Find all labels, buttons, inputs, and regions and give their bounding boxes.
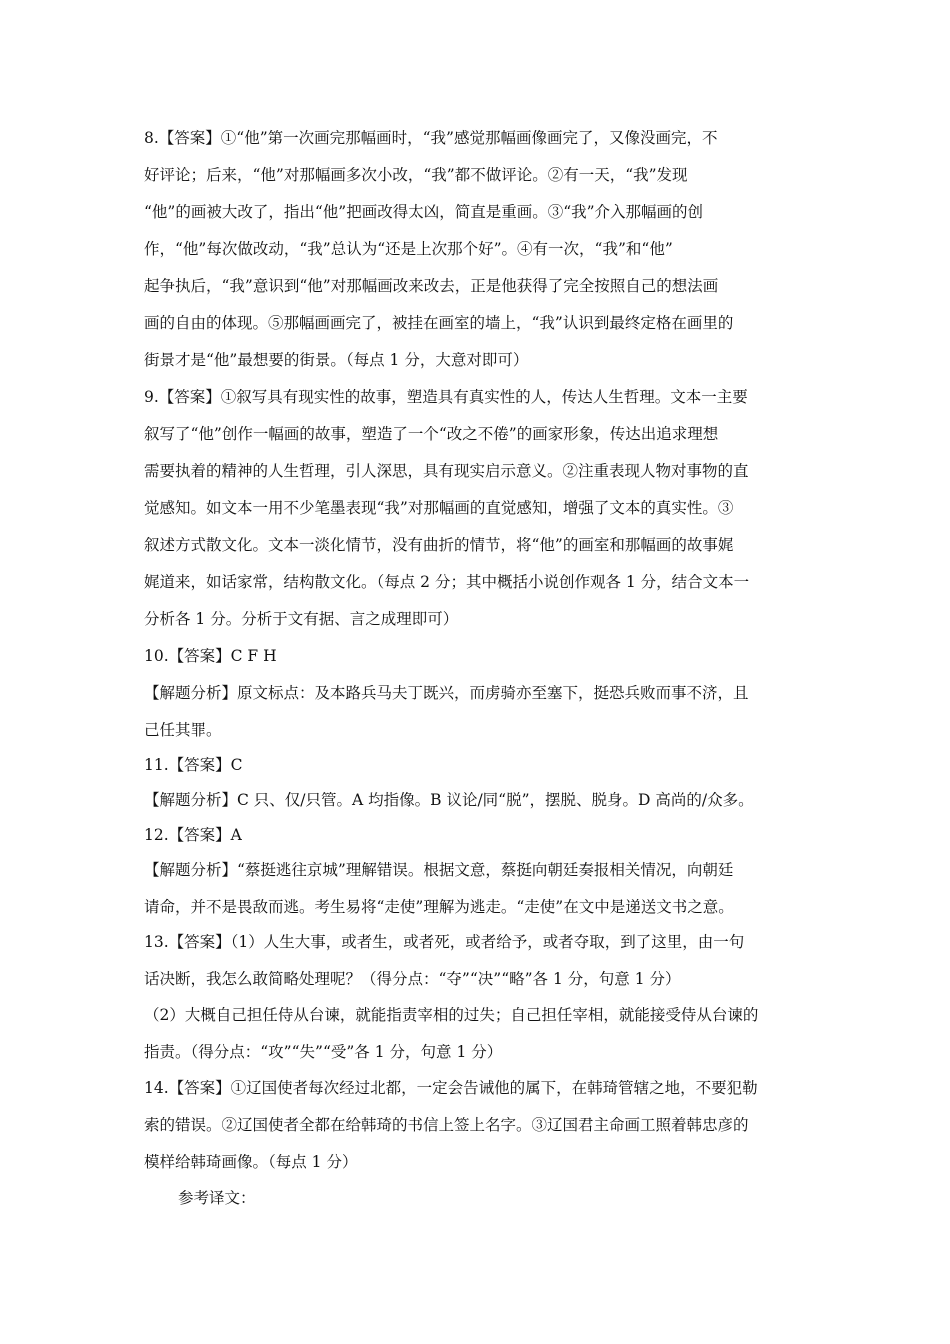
answer-11: 11.【答案】C (144, 756, 243, 774)
answer-13-line-2: 话决断，我怎么敢简略处理呢？（得分点：“夺”“决”“略”各 1 分，句意 1 分） (144, 970, 681, 988)
analysis-12-line-1: 【解题分析】“蔡挺逃往京城”理解错误。根据文意，蔡挺向朝廷奏报相关情况，向朝廷 (144, 861, 734, 879)
reference-translation-heading: 参考译文： (178, 1189, 256, 1207)
answer-8-line-6: 画的自由的体现。⑤那幅画画完了，被挂在画室的墙上，“我”认识到最终定格在画里的 (144, 314, 734, 332)
answer-8-line-7: 街景才是“他”最想要的街景。（每点 1 分，大意对即可） (144, 351, 529, 369)
analysis-10-line-1: 【解题分析】原文标点：及本路兵马夫丁既兴，而虏骑亦至塞下，挺恐兵败而事不济，且 (144, 684, 749, 702)
answer-14-line-2: 索的错误。②辽国使者全都在给韩琦的书信上签上名字。③辽国君主命画工照着韩忠彦的 (144, 1116, 749, 1134)
analysis-12-line-2: 请命，并不是畏敌而逃。考生易将“走使”理解为逃走。“走使”在文中是递送文书之意。 (144, 898, 734, 916)
answer-9-line-7: 分析各 1 分。分析于文有据、言之成理即可） (144, 610, 459, 628)
answer-9-line-5: 叙述方式散文化。文本一淡化情节，没有曲折的情节，将“他”的画室和那幅画的故事娓 (144, 536, 734, 554)
answer-9-line-1: 9.【答案】①叙写具有现实性的故事，塑造具有真实性的人，传达人生哲理。文本一主要 (144, 388, 748, 406)
answer-14-line-3: 模样给韩琦画像。（每点 1 分） (144, 1153, 358, 1171)
answer-8-line-3: “他”的画被大改了，指出“他”把画改得太凶，简直是重画。③“我”介入那幅画的创 (144, 203, 704, 221)
answer-9-line-3: 需要执着的精神的人生哲理，引人深思，具有现实启示意义。②注重表现人物对事物的直 (144, 462, 749, 480)
answer-8-line-1: 8.【答案】①“他”第一次画完那幅画时，“我”感觉那幅画像画完了，又像没画完，不 (144, 129, 718, 147)
answer-14-line-1: 14.【答案】①辽国使者每次经过北都，一定会告诫他的属下，在韩琦管辖之地，不要犯勒 (144, 1079, 758, 1097)
answer-12: 12.【答案】A (144, 826, 242, 844)
answer-9-line-4: 觉感知。如文本一用不少笔墨表现“我”对那幅画的直觉感知，增强了文本的真实性。③ (144, 499, 734, 517)
answer-8-line-2: 好评论；后来，“他”对那幅画多次小改，“我”都不做评论。②有一天，“我”发现 (144, 166, 688, 184)
answer-13-line-3: （2）大概自己担任侍从台谏，就能指责宰相的过失；自己担任宰相，就能接受侍从台谏的 (144, 1006, 759, 1024)
answer-9-line-2: 叙写了“他”创作一幅画的故事，塑造了一个“改之不倦”的画家形象，传达出追求理想 (144, 425, 719, 443)
analysis-10-line-2: 己任其罪。 (144, 721, 222, 739)
answer-8-line-4: 作，“他”每次做改动，“我”总认为“还是上次那个好”。④有一次，“我”和“他” (144, 240, 673, 258)
analysis-11: 【解题分析】C 只、仅/只管。A 均指像。B 议论/同“脱”，摆脱、脱身。D 高尚的/众多。 (144, 791, 754, 809)
answer-13-line-1: 13.【答案】（1）人生大事，或者生，或者死，或者给予，或者夺取，到了这里，由一句 (144, 933, 745, 951)
answer-8-line-5: 起争执后，“我”意识到“他”对那幅画改来改去，正是他获得了完全按照自己的想法画 (144, 277, 719, 295)
answer-9-line-6: 娓道来，如话家常，结构散文化。（每点 2 分；其中概括小说创作观各 1 分，结合文本一 (144, 573, 750, 591)
answer-13-line-4: 指责。（得分点：“攻”“失”“受”各 1 分，句意 1 分） (144, 1043, 503, 1061)
answer-10: 10.【答案】C F H (144, 647, 277, 665)
